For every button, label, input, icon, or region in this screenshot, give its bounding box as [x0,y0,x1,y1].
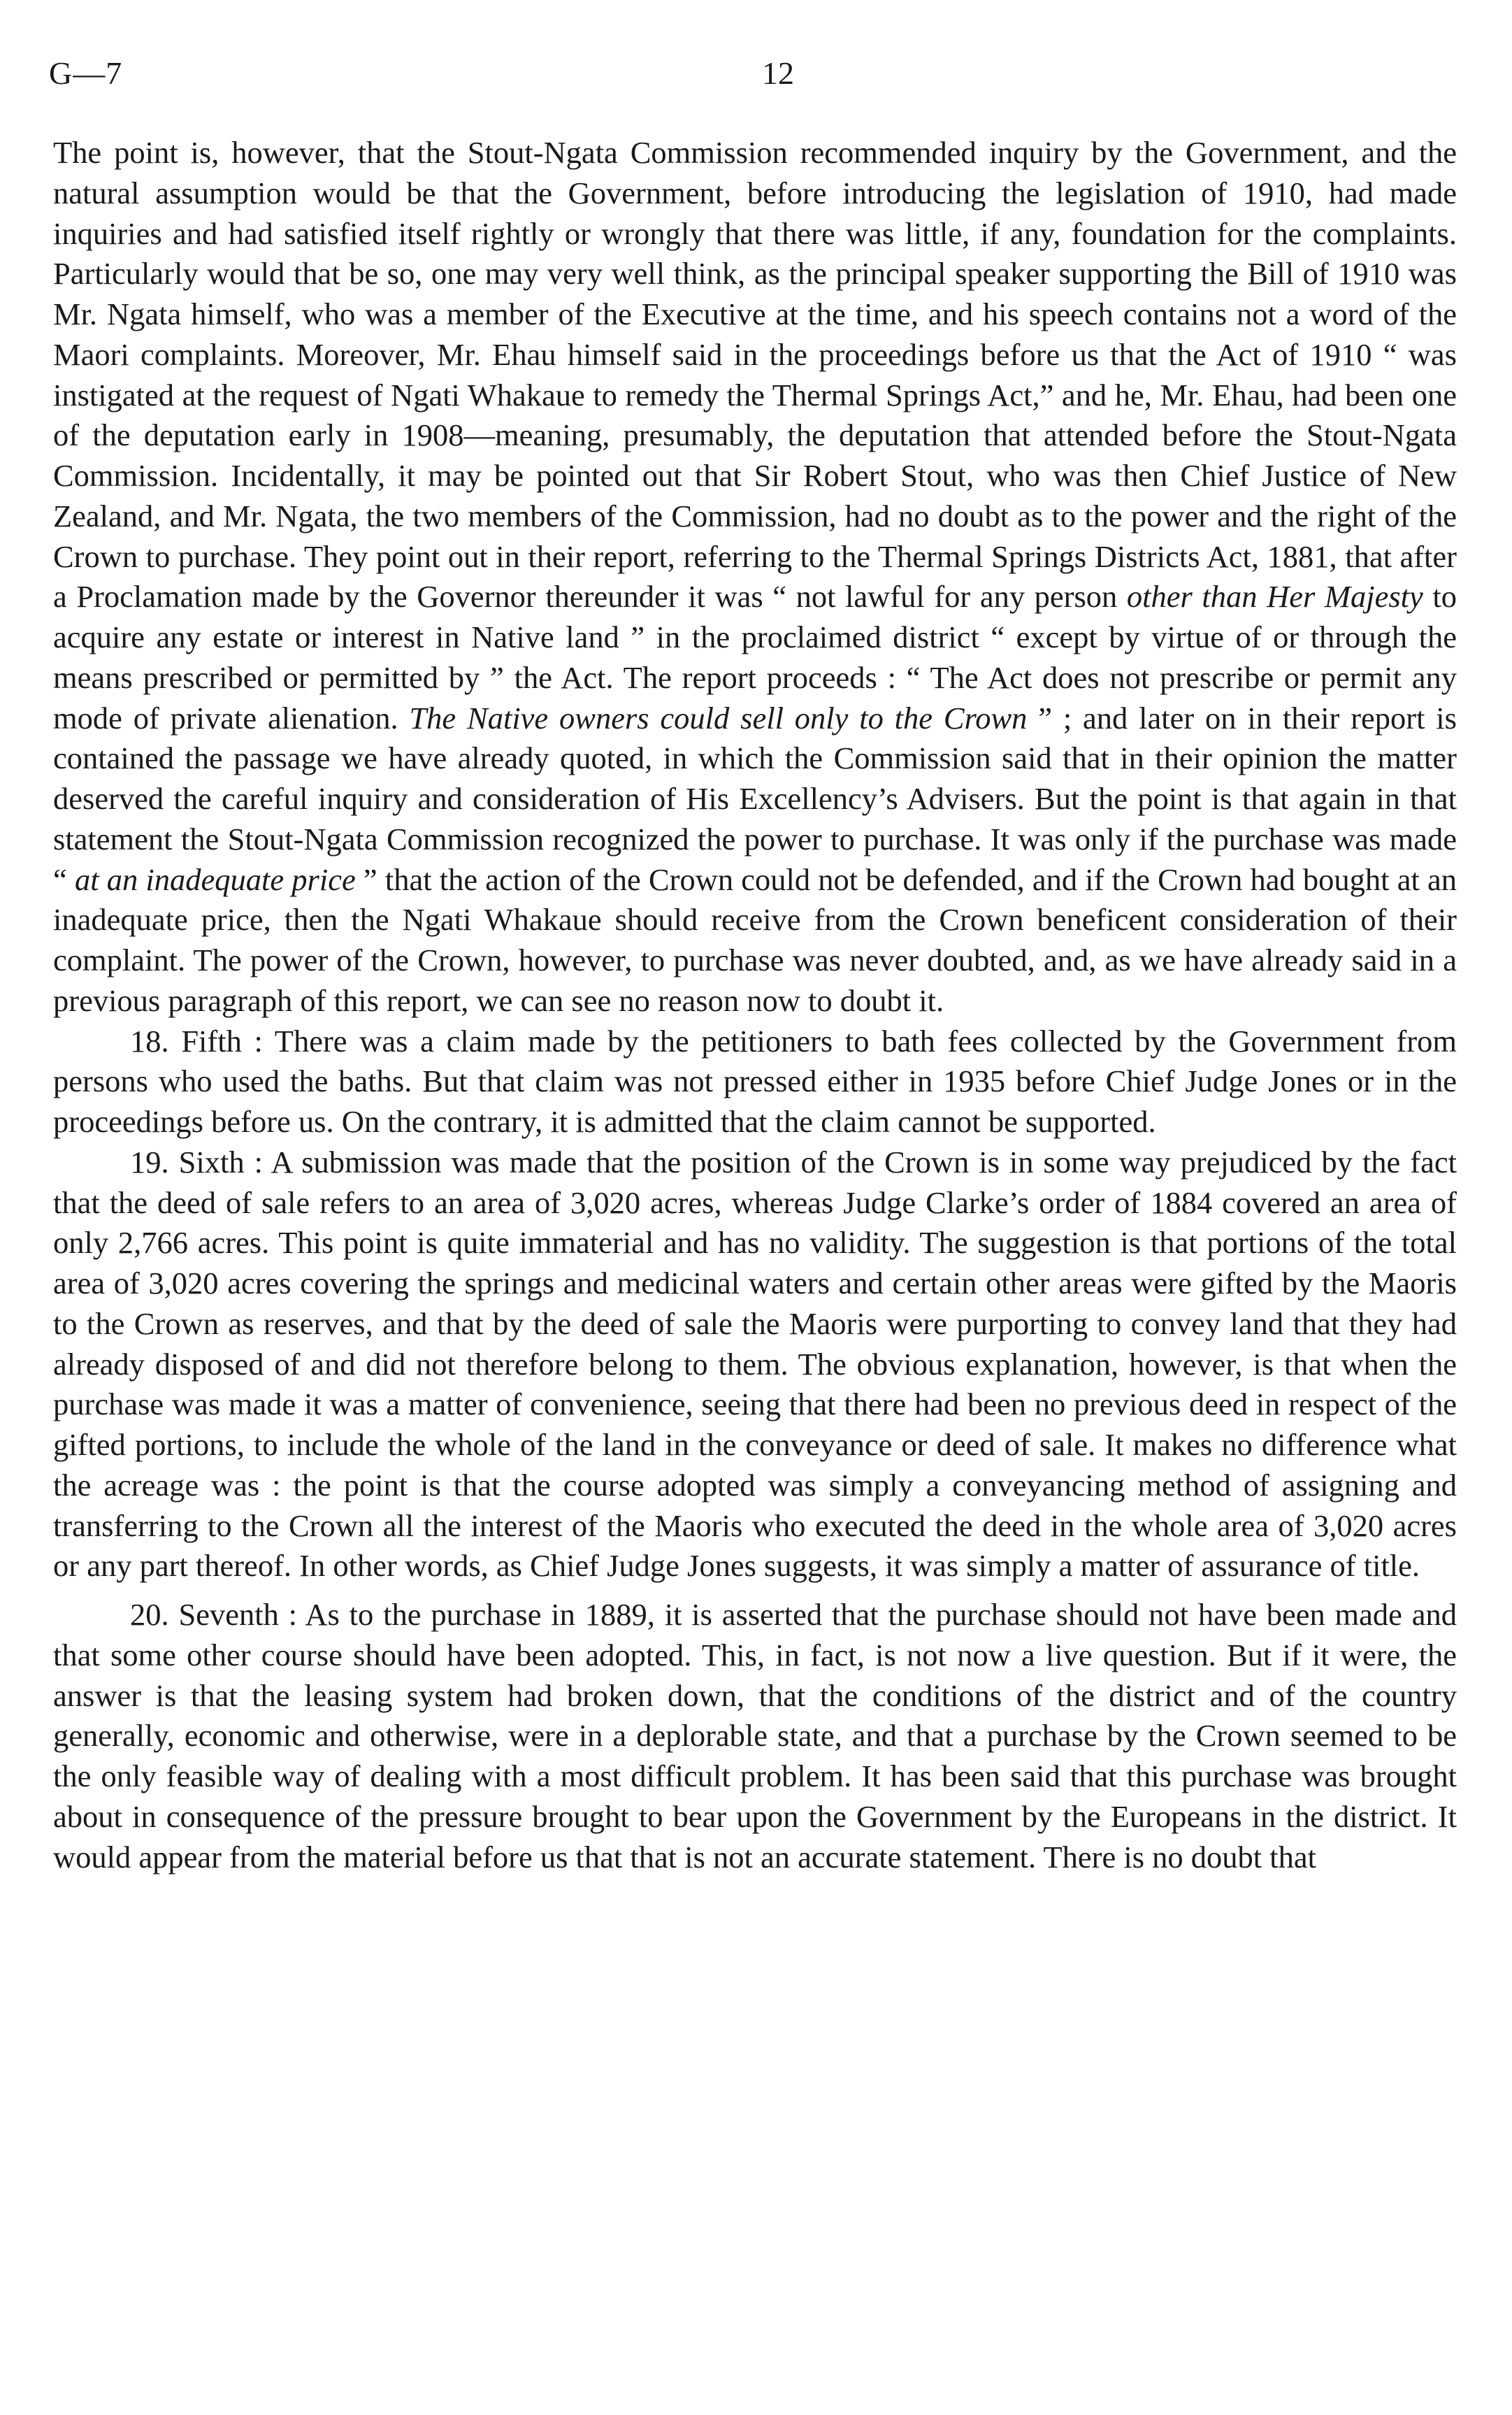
italic-phrase: other than Her Majesty [1126,579,1423,615]
paragraph-text: ” ; and later on in their report is contained the passage we have already quoted, in which the Commission said that in their opinion the matter deserved the careful inquiry and consideration of His Excellency’s Advisers. But the point is that again in that statement the Stout-Ngata Commission recognized the power to purchase. It was only if the purchase was made “ [53,700,1457,897]
paragraph-text: ” that the action of the Crown could not be defended, and if the Crown had bought at an inadequate price, then the Ngati Whakaue should receive from the Crown beneficent consideration of their complaint. The power of the Crown, however, to purchase was never doubted, and, as we have already said in a previous paragraph of this report, we can see no reason now to doubt it. [53,861,1457,1018]
paragraph-text: The point is, however, that the Stout-Ngata Commission recommended inquiry by the Government, and the natural assumption would be that the Government, before introducing the legislation of 1910, had made inquiries and had satisfied itself rightly or wrongly that there was little, if any, foundation for the complaints. Particularly would that be so, one may very well think, as the principal speaker supporting the Bill of 1910 was Mr. Ngata himself, who was a member of the Executive at the time, and his speech contains not a word of the Maori complaints. Moreover, Mr. Ehau himself said in the proceedings before us that the Act of 1910 “ was instigated at the request of Ngati Whakaue to remedy the Thermal Springs Act,” and he, Mr. Ehau, had been one of the deputation early in 1908—meaning, presumably, the deputation that attended before the Stout-Ngata Commission. Incidentally, it may be pointed out that Sir Robert Stout, who was then Chief Justice of New Zealand, and Mr. Ngata, the two members of the Commission, had no doubt as to the power and the right of the Crown to purchase. They point out in their report, referring to the Thermal Springs Districts Act, 1881, that after a Proclamation made by the Governor thereunder it was “ not lawful for any person [53,135,1457,615]
paragraph-text: to acquire any estate or interest in Native land ” in the proclaimed district “ except by virtue of or through the means prescribed or permitted by ” the Act. The report proceeds : “ The Act does not prescribe or permit any mode of private alienation. [53,579,1457,736]
paragraph-continued [53,133,1457,1022]
paragraph-18 [53,1022,1457,1142]
paragraph-number: 20. [130,1597,169,1632]
page-header [49,55,1461,103]
page-number: 12 [762,55,794,91]
body-text [53,133,1457,1877]
paragraph-number: 18. [130,1023,169,1059]
paragraph-19 [53,1142,1457,1586]
paragraph-text: Seventh : As to the purchase in 1889, it is asserted that the purchase should not have been made and that some other course should have been adopted. This, in fact, is not now a live question. But if it were, the answer is that the leasing system had broken down, that the conditions of the district and of the country generally, economic and otherwise, were in a deplorable state, and that a purchase by the Crown seemed to be the only feasible way of dealing with a most difficult problem. It has been said that this purchase was brought about in consequence of the pressure brought to bear upon the Government by the Europeans in the district. It would appear from the material before us that that is not an accurate statement. There is no doubt that [53,1597,1457,1875]
paragraph-20 [53,1595,1457,1877]
italic-phrase: The Native owners could sell only to the Crown [409,700,1028,736]
paragraph-text: Sixth : A submission was made that the position of the Crown is in some way prejudiced by the fact that the deed of sale refers to an area of 3,020 acres, whereas Judge Clarke’s order of 1884 covered an area of only 2,766 acres. This point is quite immaterial and has no validity. The suggestion is that portions of the total area of 3,020 acres covering the springs and medicinal waters and certain other areas were gifted by the Maoris to the Crown as reserves, and that by the deed of sale the Maoris were purporting to convey land that they had already disposed of and did not therefore belong to them. The obvious explanation, however, is that when the purchase was made it was a matter of convenience, seeing that there had been no previous deed in respect of the gifted portions, to include the whole of the land in the conveyance or deed of sale. It makes no difference what the acreage was : the point is that the course adopted was simply a conveyancing method of assigning and transferring to the Crown all the interest of the Maoris who executed the deed in the whole area of 3,020 acres or any part thereof. In other words, as Chief Judge Jones suggests, it was simply a matter of assurance of title. [53,1144,1457,1584]
document-id: G—7 [49,55,123,91]
paragraph-number: 19. [130,1144,169,1180]
paragraph-text: Fifth : There was a claim made by the petitioners to bath fees collected by the Government from persons who used the baths. But that claim was not pressed either in 1935 before Chief Judge Jones or in the proceedings before us. On the contrary, it is admitted that the claim cannot be supported. [53,1023,1457,1139]
italic-phrase: at an inadequate price [74,861,356,897]
